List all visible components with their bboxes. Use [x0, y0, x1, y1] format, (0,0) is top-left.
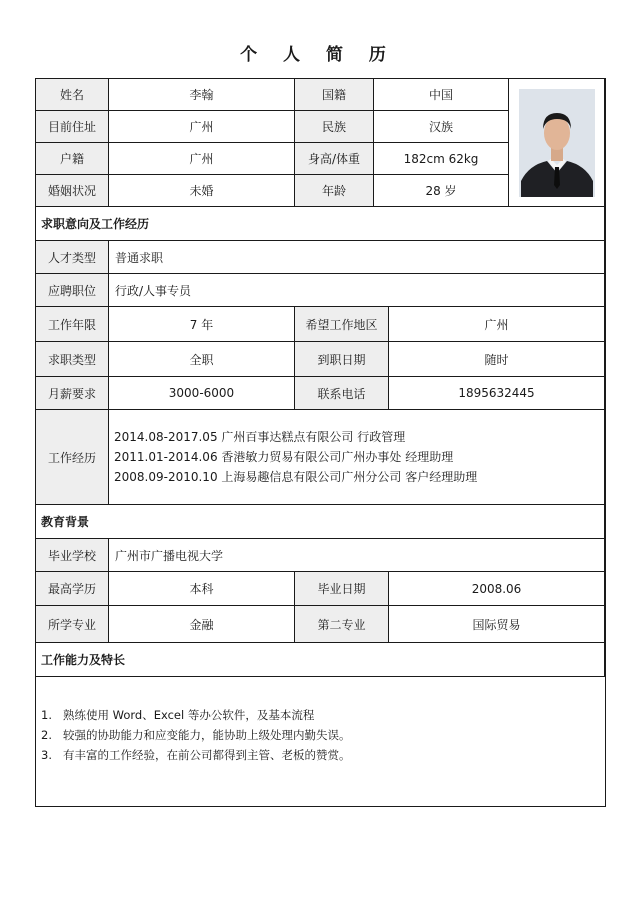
phone-value: 1895632445 [389, 377, 605, 410]
second-major-value: 国际贸易 [389, 606, 605, 643]
section-skills-title: 工作能力及特长 [36, 643, 605, 677]
experience-item: 2011.01-2014.06 香港敏力贸易有限公司广州办事处 经理助理 [114, 450, 454, 464]
ethnicity-value: 汉族 [374, 111, 509, 143]
skill-text: 熟练使用 Word、Excel 等办公软件，及基本流程 [63, 708, 315, 722]
name-value: 李翰 [109, 79, 295, 111]
position-label: 应聘职位 [36, 274, 109, 307]
section-job-title: 求职意向及工作经历 [36, 207, 605, 241]
experience-label: 工作经历 [36, 410, 109, 505]
marital-label: 婚姻状况 [36, 175, 109, 207]
skill-number: 3. [41, 748, 52, 762]
skills-list [36, 677, 605, 806]
skill-number: 2. [41, 728, 52, 742]
resume-title: 个 人 简 历 [240, 45, 396, 65]
hukou-value: 广州 [109, 143, 295, 175]
skill-text: 有丰富的工作经验，在前公司都得到主管、老板的赞赏。 [63, 748, 351, 762]
experience-item: 2014.08-2017.05 广州百事达糕点有限公司 行政管理 [114, 430, 406, 444]
address-value: 广州 [109, 111, 295, 143]
photo-cell [509, 79, 605, 207]
experience-list [109, 410, 605, 505]
talent-type-value: 普通求职 [109, 241, 605, 274]
height-weight-label: 身高/体重 [295, 143, 374, 175]
talent-type-label: 人才类型 [36, 241, 109, 274]
school-value: 广州市广播电视大学 [109, 539, 605, 572]
second-major-label: 第二专业 [295, 606, 389, 643]
salary-value: 3000-6000 [109, 377, 295, 410]
section-education-title: 教育背景 [36, 505, 605, 539]
nationality-label: 国籍 [295, 79, 374, 111]
major-value: 金融 [109, 606, 295, 643]
salary-label: 月薪要求 [36, 377, 109, 410]
region-value: 广州 [389, 307, 605, 342]
start-value: 随时 [389, 342, 605, 377]
years-value: 7 年 [109, 307, 295, 342]
name-label: 姓名 [36, 79, 109, 111]
region-label: 希望工作地区 [295, 307, 389, 342]
grad-date-value: 2008.06 [389, 572, 605, 606]
years-label: 工作年限 [36, 307, 109, 342]
hukou-label: 户籍 [36, 143, 109, 175]
skill-number: 1. [41, 708, 52, 722]
major-label: 所学专业 [36, 606, 109, 643]
start-label: 到职日期 [295, 342, 389, 377]
job-type-label: 求职类型 [36, 342, 109, 377]
phone-label: 联系电话 [295, 377, 389, 410]
marital-value: 未婚 [109, 175, 295, 207]
resume-table [35, 78, 606, 807]
position-value: 行政/人事专员 [109, 274, 605, 307]
skill-text: 较强的协助能力和应变能力，能协助上级处理内勤失误。 [63, 728, 351, 742]
nationality-value: 中国 [374, 79, 509, 111]
skill-item [41, 725, 351, 745]
age-value: 28 岁 [374, 175, 509, 207]
skill-item [41, 705, 314, 725]
degree-value: 本科 [109, 572, 295, 606]
age-label: 年龄 [295, 175, 374, 207]
address-label: 目前住址 [36, 111, 109, 143]
experience-item: 2008.09-2010.10 上海易趣信息有限公司广州分公司 客户经理助理 [114, 470, 478, 484]
school-label: 毕业学校 [36, 539, 109, 572]
profile-photo [519, 89, 595, 197]
height-weight-value: 182cm 62kg [374, 143, 509, 175]
grad-date-label: 毕业日期 [295, 572, 389, 606]
degree-label: 最高学历 [36, 572, 109, 606]
ethnicity-label: 民族 [295, 111, 374, 143]
skill-item [41, 745, 351, 765]
job-type-value: 全职 [109, 342, 295, 377]
